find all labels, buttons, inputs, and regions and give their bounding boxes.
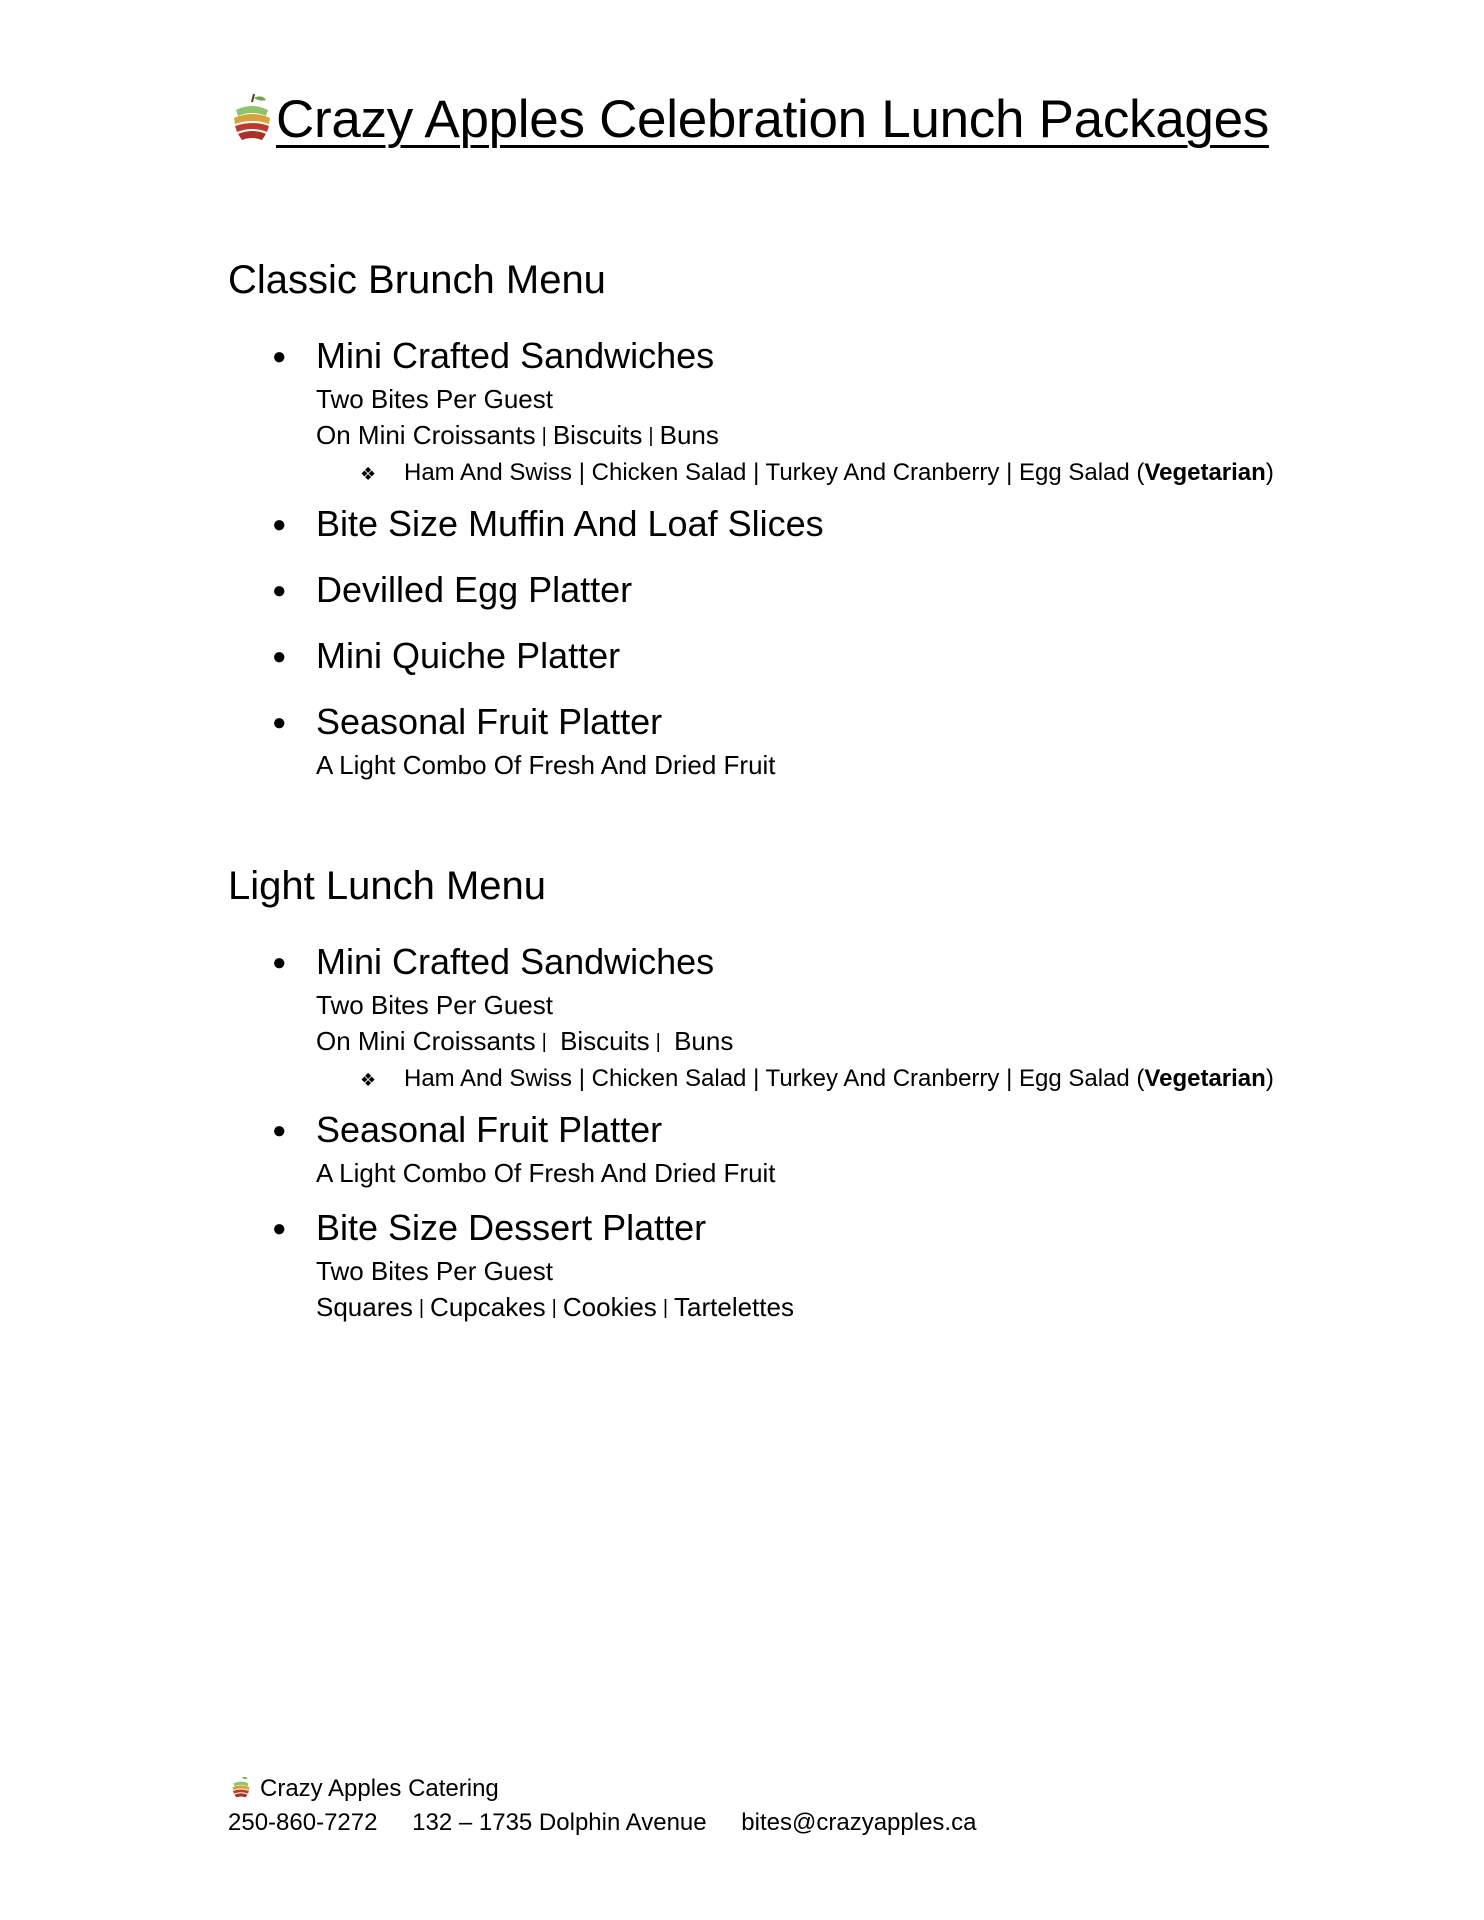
option-text: Biscuits — [552, 420, 643, 450]
footer-address: 132 – 1735 Dolphin Avenue — [412, 1809, 707, 1836]
item-options: On Mini Croissants | Biscuits | Buns — [316, 420, 719, 450]
dessert-text: Cookies — [562, 1292, 657, 1322]
classic-item-sandwiches — [272, 334, 1422, 491]
item-title: Mini Quiche Platter — [316, 635, 621, 676]
item-title: Seasonal Fruit Platter — [316, 1109, 663, 1150]
classic-menu-heading: Classic Brunch Menu — [228, 258, 606, 302]
option-text: Biscuits — [560, 1026, 650, 1056]
light-item-sandwiches — [272, 940, 1422, 1097]
item-title: Mini Crafted Sandwiches — [316, 941, 715, 982]
filling-text: Turkey And Cranberry — [765, 1065, 1000, 1092]
item-fillings: ❖ Ham And Swiss | Chicken Salad | Turkey And Cranberry | Egg Salad (Vegetarian) — [360, 1062, 1422, 1097]
filling-text: ) — [1265, 459, 1274, 486]
vegetarian-label: Vegetarian — [1144, 459, 1266, 486]
item-detail: A Light Combo Of Fresh And Dried Fruit — [316, 750, 776, 780]
bullet-icon: ● — [272, 1215, 287, 1242]
filling-text: Turkey And Cranberry — [765, 459, 1000, 486]
filling-text: Egg Salad ( — [1019, 1065, 1145, 1092]
filling-text: Ham And Swiss — [404, 1065, 573, 1092]
classic-item-quiche — [272, 634, 1422, 681]
light-menu-heading: Light Lunch Menu — [228, 864, 547, 908]
classic-item-egg — [272, 568, 1422, 615]
bullet-icon: ● — [272, 949, 287, 976]
filling-text: Chicken Salad — [591, 1065, 747, 1092]
bullet-icon: ● — [272, 511, 287, 538]
apple-logo-icon — [228, 92, 276, 152]
footer-company: Crazy Apples Catering — [260, 1775, 499, 1802]
light-item-dessert — [272, 1206, 1422, 1328]
filling-text: Egg Salad ( — [1019, 459, 1145, 486]
item-fillings: ❖ Ham And Swiss | Chicken Salad | Turkey And Cranberry | Egg Salad (Vegetarian) — [360, 456, 1422, 491]
item-options: Squares | Cupcakes | Cookies | Tartelettes — [316, 1292, 794, 1322]
classic-item-muffin — [272, 502, 1422, 549]
bullet-icon: ● — [272, 709, 287, 736]
option-text: Buns — [659, 420, 719, 450]
item-detail: Two Bites Per Guest — [316, 1256, 553, 1286]
filling-text: Chicken Salad — [591, 459, 747, 486]
filling-text: Ham And Swiss — [404, 459, 573, 486]
item-detail: Two Bites Per Guest — [316, 990, 553, 1020]
item-title: Bite Size Muffin And Loaf Slices — [316, 503, 824, 544]
dessert-text: Tartelettes — [674, 1292, 794, 1322]
bullet-icon: ● — [272, 577, 287, 604]
apple-logo-small-icon — [228, 1775, 254, 1803]
classic-item-fruit — [272, 700, 1422, 783]
option-text: On Mini Croissants — [316, 420, 536, 450]
bullet-icon: ● — [272, 1117, 287, 1144]
option-text: On Mini Croissants — [316, 1026, 536, 1056]
diamond-bullet-icon: ❖ — [360, 464, 377, 484]
item-detail: A Light Combo Of Fresh And Dried Fruit — [316, 1158, 776, 1188]
light-item-fruit — [272, 1108, 1422, 1191]
dessert-text: Squares — [316, 1292, 413, 1322]
item-title: Mini Crafted Sandwiches — [316, 335, 715, 376]
vegetarian-label: Vegetarian — [1144, 1065, 1266, 1092]
page-title: Crazy Apples Celebration Lunch Packages — [276, 90, 1269, 149]
item-title: Devilled Egg Platter — [316, 569, 633, 610]
dessert-text: Cupcakes — [430, 1292, 546, 1322]
item-title: Seasonal Fruit Platter — [316, 701, 663, 742]
footer-phone: 250-860-7272 — [228, 1809, 378, 1836]
footer-email[interactable]: bites@crazyapples.ca — [741, 1809, 977, 1836]
item-options: On Mini Croissants | Biscuits | Buns — [316, 1026, 734, 1056]
bullet-icon: ● — [272, 643, 287, 670]
diamond-bullet-icon: ❖ — [360, 1070, 377, 1090]
item-detail: Two Bites Per Guest — [316, 384, 553, 414]
bullet-icon: ● — [272, 343, 287, 370]
filling-text: ) — [1265, 1065, 1274, 1092]
title-row — [228, 88, 1269, 152]
footer — [228, 1772, 1004, 1840]
option-text: Buns — [674, 1026, 734, 1056]
item-title: Bite Size Dessert Platter — [316, 1207, 707, 1248]
